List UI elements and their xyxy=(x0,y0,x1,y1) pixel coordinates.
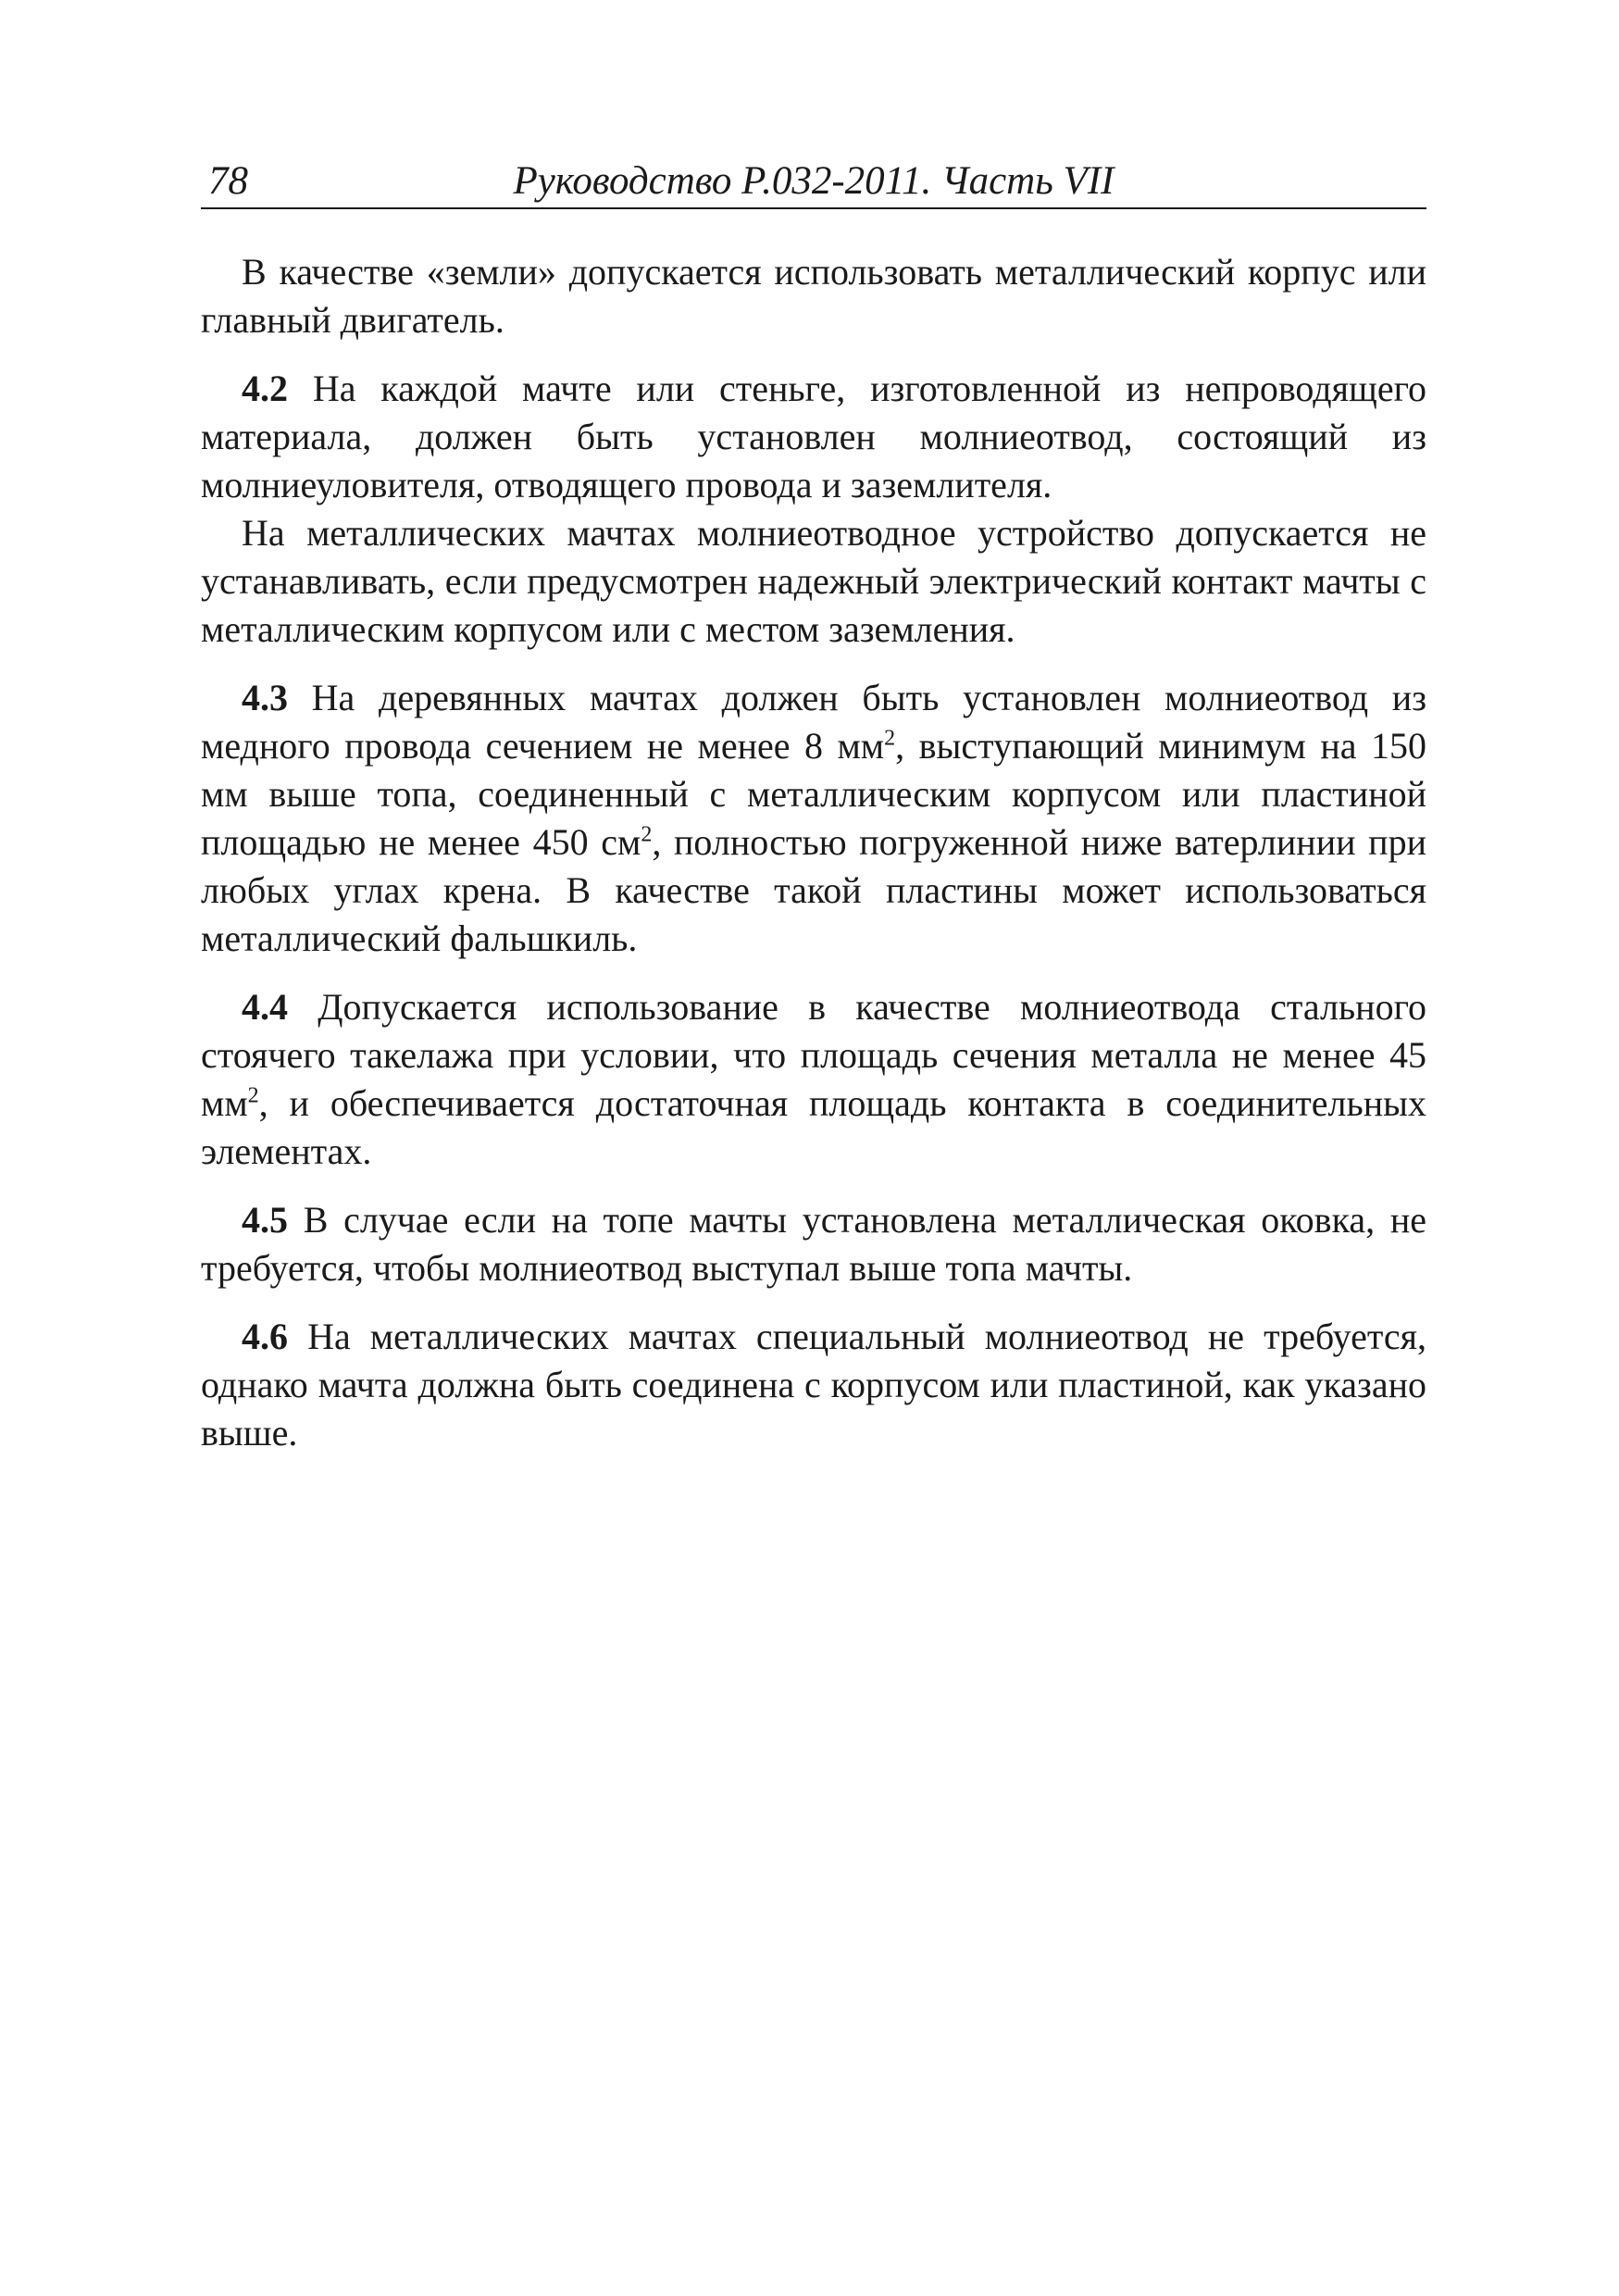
page-body xyxy=(201,248,1426,1457)
paragraph-text: , и обеспечивается достаточная площадь контакта в соединительных элементах. xyxy=(201,1082,1426,1172)
clause-number: 4.6 xyxy=(242,1316,288,1357)
paragraph-text: На каждой мачте или стеньге, изготовленной из непроводящего материала, должен быть установлен молниеотвод, состоящий из молниеуловителя, отводящего провода и заземлителя. xyxy=(201,368,1426,505)
paragraph-text: На металлических мачтах специальный молниеотвод не требуется, однако мачта должна быть соединена с корпусом или пластиной, как указано выше. xyxy=(201,1316,1426,1454)
paragraph-text: , полностью погруженной ниже ватерлинии при любых углах крена. В качестве такой пластины может использоваться металлический фальшкиль. xyxy=(201,821,1426,959)
paragraph-earth xyxy=(201,248,1426,344)
paragraph-4-5 xyxy=(201,1196,1426,1292)
paragraph-text: На деревянных мачтах должен быть установлен молниеотвод из медного провода сечением не менее 8 мм xyxy=(201,677,1426,767)
paragraph-4-4 xyxy=(201,983,1426,1176)
superscript: 2 xyxy=(641,822,653,847)
paragraph-text: В случае если на топе мачты установлена металлическая оковка, не требуется, чтобы молниеотвод выступал выше топа мачты. xyxy=(201,1199,1426,1289)
paragraph-4-2 xyxy=(201,365,1426,509)
running-title: Руководство Р.032-2011. Часть VII xyxy=(513,159,1115,203)
clause-number: 4.4 xyxy=(242,986,288,1028)
page-header xyxy=(201,156,1426,209)
paragraph-metal-masts xyxy=(201,509,1426,654)
superscript: 2 xyxy=(884,726,896,751)
clause-number: 4.5 xyxy=(242,1199,288,1241)
paragraph-4-6 xyxy=(201,1313,1426,1457)
paragraph-4-3 xyxy=(201,674,1426,963)
clause-number: 4.2 xyxy=(242,368,288,409)
clause-number: 4.3 xyxy=(242,677,288,718)
superscript: 2 xyxy=(247,1083,259,1108)
page-number: 78 xyxy=(208,159,248,203)
paragraph-text: В качестве «земли» допускается использовать металлический корпус или главный двигатель. xyxy=(201,251,1426,341)
paragraph-text: Допускается использование в качестве молниеотвода стального стоячего такелажа при условии, что площадь сечения металла не менее 45 мм xyxy=(201,986,1426,1124)
paragraph-text: На металлических мачтах молниеотводное устройство допускается не устанавливать, если предусмотрен надежный электрический контакт мачты с металлическим корпусом или с местом заземления. xyxy=(201,512,1426,650)
paragraph-text: , выступающий минимум на 150 мм выше топа, соединенный с металлическим корпусом или пластиной площадью не менее 450 см xyxy=(201,725,1426,863)
